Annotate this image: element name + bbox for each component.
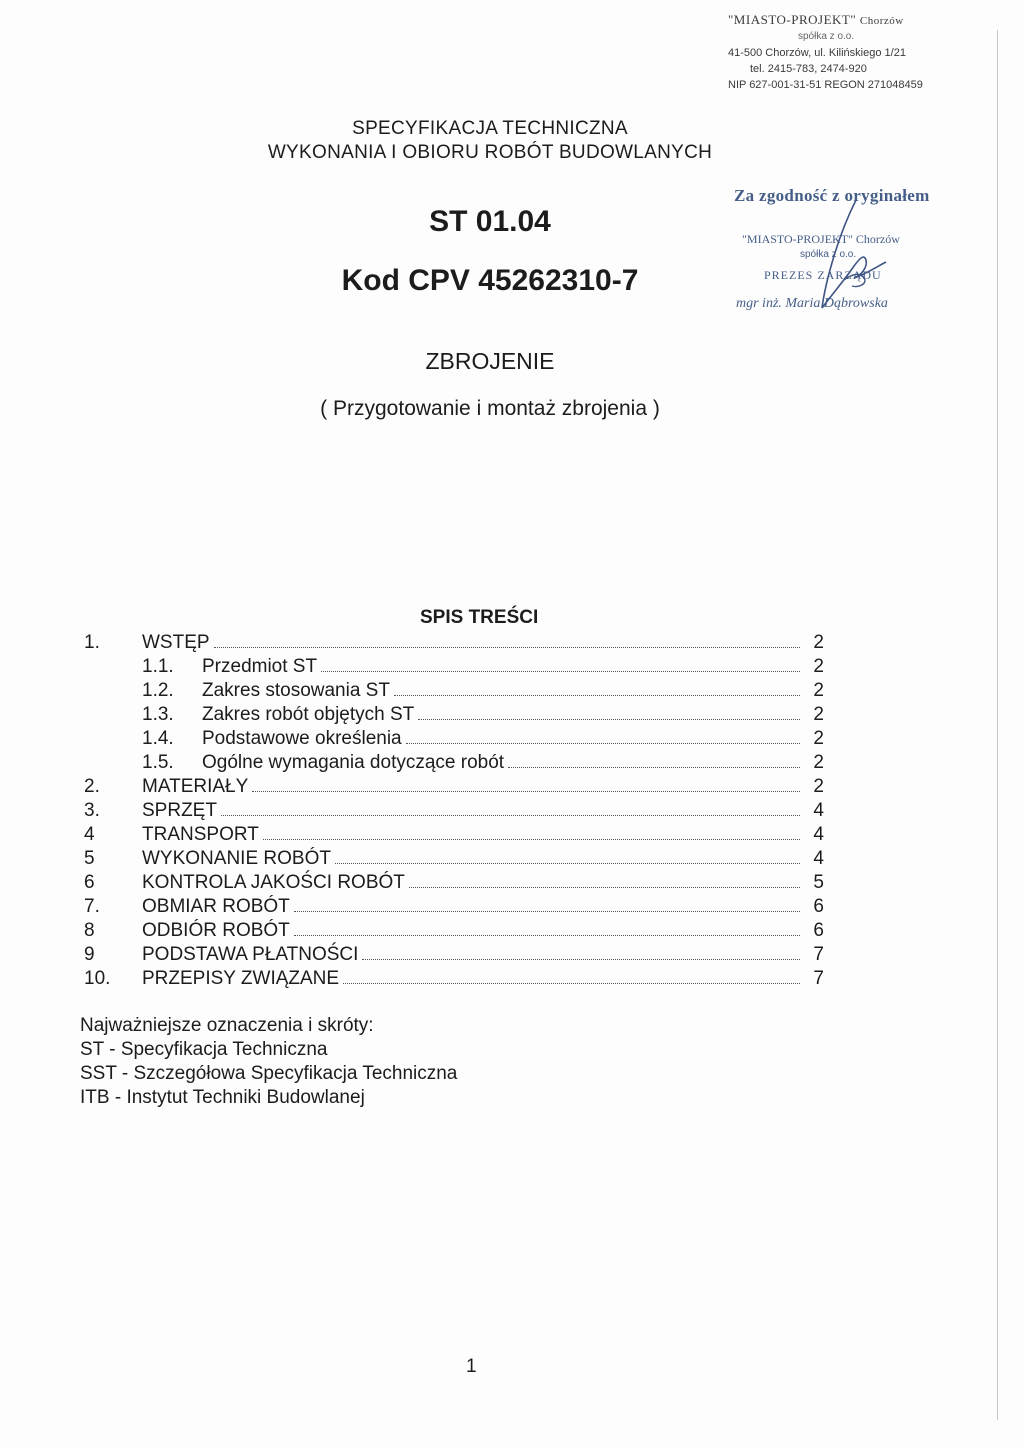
toc-leader-dots (409, 887, 800, 888)
toc-item-number: 1. (84, 632, 100, 653)
toc-item-number: 1.1. (142, 656, 174, 677)
toc-heading: SPIS TREŚCI (420, 607, 539, 628)
toc-leader-dots (263, 839, 800, 840)
spec-code: ST 01.04 (429, 205, 551, 238)
toc-item-title: Zakres robót objętych ST (202, 704, 415, 725)
toc-item-number: 4 (84, 824, 95, 845)
toc-leader-dots (418, 719, 800, 720)
document-title-line-1: SPECYFIKACJA TECHNICZNA (352, 118, 628, 139)
toc-item (84, 752, 824, 776)
toc-item (84, 848, 824, 872)
abbreviation-item: ST - Specyfikacja Techniczna (80, 1039, 328, 1060)
toc-leader-dots (394, 695, 800, 696)
toc-item-page: 2 (813, 776, 824, 797)
toc-item (84, 968, 824, 992)
toc-item-page: 5 (813, 872, 824, 893)
table-of-contents (84, 632, 824, 992)
toc-item (84, 656, 824, 680)
toc-leader-dots (252, 791, 800, 792)
toc-item-number: 5 (84, 848, 95, 869)
toc-item-number: 1.4. (142, 728, 174, 749)
toc-item-number: 3. (84, 800, 100, 821)
toc-item-page: 6 (813, 920, 824, 941)
toc-item-page: 2 (813, 632, 824, 653)
cert-line-4: PREZES ZARZĄDU (764, 268, 882, 282)
spec-subject: ZBROJENIE (425, 348, 555, 374)
cert-line-1: Za zgodność z oryginałem (734, 186, 930, 205)
toc-item-page: 2 (813, 752, 824, 773)
toc-item (84, 776, 824, 800)
toc-item-title: Przedmiot ST (202, 656, 318, 677)
toc-leader-dots (294, 911, 800, 912)
toc-item-page: 7 (813, 944, 824, 965)
toc-item-title: WYKONANIE ROBÓT (142, 848, 331, 869)
toc-item (84, 896, 824, 920)
toc-leader-dots (508, 767, 800, 768)
stamp-company: "MIASTO-PROJEKT" (728, 12, 857, 27)
abbreviations-heading: Najważniejsze oznaczenia i skróty: (80, 1015, 374, 1036)
toc-item-title: Podstawowe określenia (202, 728, 402, 749)
stamp-type: spółka z o.o. (798, 31, 855, 42)
toc-item-page: 4 (813, 824, 824, 845)
toc-leader-dots (343, 983, 800, 984)
toc-leader-dots (406, 743, 800, 744)
toc-item (84, 944, 824, 968)
toc-item-number: 7. (84, 896, 100, 917)
cert-line-3: spółka z o.o. (800, 249, 857, 260)
page-number: 1 (466, 1356, 477, 1377)
abbreviations-section (80, 1014, 457, 1110)
toc-leader-dots (214, 647, 800, 648)
stamp-address: 41-500 Chorzów, ul. Kilińskiego 1/21 (728, 47, 906, 59)
toc-leader-dots (335, 863, 800, 864)
toc-leader-dots (362, 959, 800, 960)
abbreviation-item: SST - Szczegółowa Specyfikacja Techniczna (80, 1063, 458, 1084)
toc-item-title: TRANSPORT (142, 824, 259, 845)
toc-item-number: 1.2. (142, 680, 174, 701)
toc-item-number: 1.3. (142, 704, 174, 725)
toc-item-number: 8 (84, 920, 95, 941)
cert-line-2: "MIASTO-PROJEKT" Chorzów (742, 232, 900, 246)
stamp-phone: tel. 2415-783, 2474-920 (750, 63, 867, 75)
toc-item-number: 2. (84, 776, 100, 797)
toc-item-title: ODBIÓR ROBÓT (142, 920, 290, 941)
toc-item (84, 872, 824, 896)
toc-item-number: 10. (84, 968, 111, 989)
toc-item-page: 2 (813, 728, 824, 749)
cert-line-5: mgr inż. Maria Dąbrowska (736, 296, 888, 311)
toc-item-title: Ogólne wymagania dotyczące robót (202, 752, 505, 773)
toc-item-number: 6 (84, 872, 95, 893)
toc-item-page: 6 (813, 896, 824, 917)
toc-leader-dots (221, 815, 800, 816)
toc-item (84, 632, 824, 656)
toc-leader-dots (321, 671, 800, 672)
scan-edge-line (997, 30, 998, 1420)
toc-item-title: WSTĘP (142, 632, 210, 653)
document-title-line-2: WYKONANIA I OBIORU ROBÓT BUDOWLANYCH (267, 142, 713, 163)
spec-subtitle: ( Przygotowanie i montaż zbrojenia ) (320, 397, 660, 420)
toc-item-page: 2 (813, 680, 824, 701)
toc-item (84, 704, 824, 728)
toc-item (84, 728, 824, 752)
company-stamp (728, 12, 968, 93)
stamp-company-line (728, 12, 968, 29)
toc-item (84, 800, 824, 824)
toc-item-page: 7 (813, 968, 824, 989)
toc-item-page: 2 (813, 704, 824, 725)
abbreviation-item: ITB - Instytut Techniki Budowlanej (80, 1087, 365, 1108)
toc-item-page: 4 (813, 800, 824, 821)
toc-item-page: 2 (813, 656, 824, 677)
cpv-code: Kod CPV 45262310-7 (341, 264, 639, 297)
toc-item-page: 4 (813, 848, 824, 869)
toc-item-number: 1.5. (142, 752, 174, 773)
stamp-ids: NIP 627-001-31-51 REGON 271048459 (728, 79, 923, 91)
toc-item-title: PODSTAWA PŁATNOŚCI (142, 944, 359, 965)
toc-item-title: SPRZĘT (142, 800, 217, 821)
toc-item-title: MATERIAŁY (142, 776, 249, 797)
toc-item-title: KONTROLA JAKOŚCI ROBÓT (142, 872, 405, 893)
toc-item (84, 680, 824, 704)
toc-item-title: PRZEPISY ZWIĄZANE (142, 968, 340, 989)
toc-item (84, 824, 824, 848)
stamp-town: Chorzów (859, 15, 904, 27)
toc-item (84, 920, 824, 944)
toc-item-number: 9 (84, 944, 95, 965)
toc-item-title: Zakres stosowania ST (202, 680, 390, 701)
toc-item-title: OBMIAR ROBÓT (142, 896, 290, 917)
toc-leader-dots (294, 935, 800, 936)
